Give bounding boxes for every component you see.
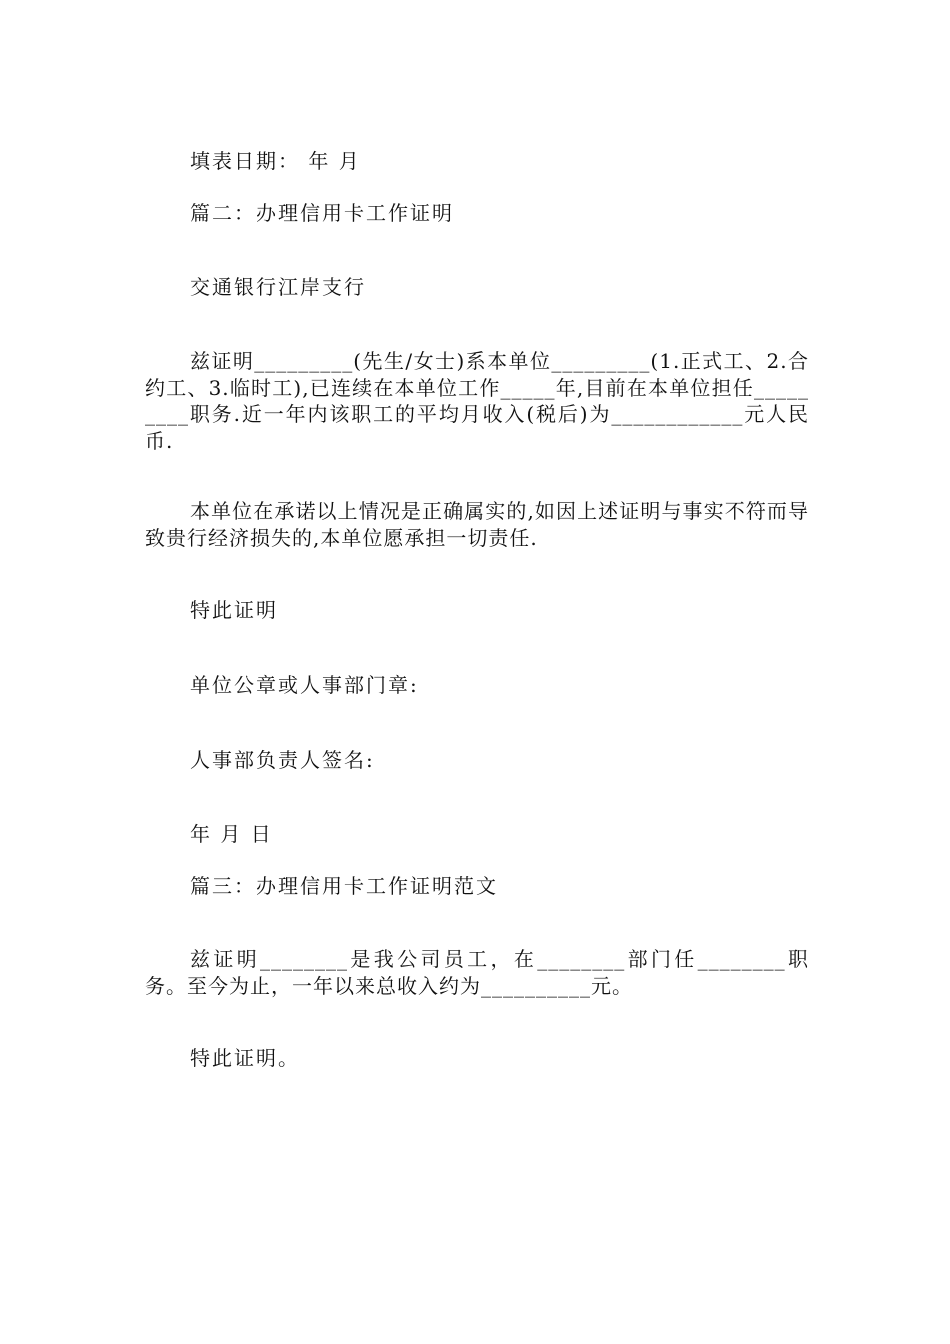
- certificate-paragraph-1: 兹证明_________(先生/女士)系本单位_________(1.正式工、2.合约工、3.临时工),已连续在本单位工作_____年,目前在本单位担任_________职务.近一年内该职工的平均月收入(税后)为____________元人民币.: [145, 349, 809, 453]
- commitment-paragraph: 本单位在承诺以上情况是正确属实的,如因上述证明与事实不符而导致贵行经济损失的,本单位愿承担一切责任.: [145, 499, 809, 550]
- signature-line: 人事部负责人签名:: [190, 748, 375, 772]
- seal-line: 单位公章或人事部门章:: [190, 673, 419, 697]
- date-line: 年 月 日: [190, 822, 273, 846]
- section-heading-2: 篇二：办理信用卡工作证明: [190, 201, 454, 225]
- section-heading-3: 篇三：办理信用卡工作证明范文: [190, 874, 498, 898]
- certify-line-1: 特此证明: [190, 598, 278, 622]
- fill-date-line: 填表日期： 年 月: [190, 149, 361, 173]
- recipient-bank: 交通银行江岸支行: [190, 275, 366, 299]
- certificate-paragraph-3: 兹证明________是我公司员工，在________部门任________职务。至今为止，一年以来总收入约为__________元。: [145, 947, 809, 998]
- certify-line-2: 特此证明。: [190, 1046, 300, 1070]
